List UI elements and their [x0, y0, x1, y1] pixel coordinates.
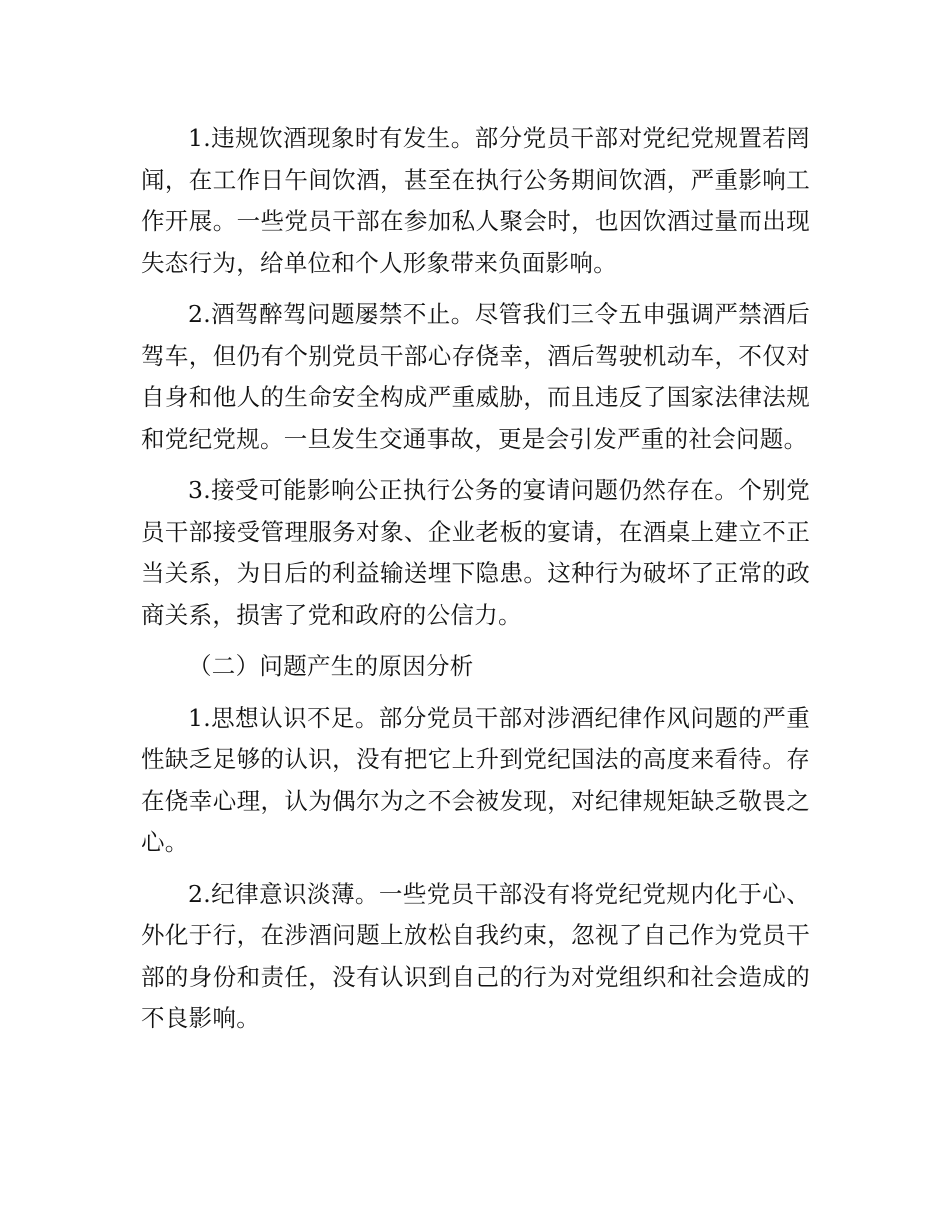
section-heading-cause-analysis: （二）问题产生的原因分析	[188, 652, 474, 680]
paragraph-drunk-driving: 2.酒驾醉驾问题屡禁不止。尽管我们三令五申强调严禁酒后驾车，但仍有个别党员干部心存侥幸，酒后驾驶机动车，不仅对自身和他人的生命安全构成严重威胁，而且违反了国家法律法规和党纪党规。一旦发生交通事故，更是会引发严重的社会问题。	[141, 300, 810, 453]
paragraph-weak-discipline: 2.纪律意识淡薄。一些党员干部没有将党纪党规内化于心、外化于行，在涉酒问题上放松自我约束，忽视了自己作为党员干部的身份和责任，没有认识到自己的行为对党组织和社会造成的不良影响。	[141, 879, 810, 1032]
paragraph-insufficient-awareness: 1.思想认识不足。部分党员干部对涉酒纪律作风问题的严重性缺乏足够的认识，没有把它上升到党纪国法的高度来看待。存在侥幸心理，认为偶尔为之不会被发现，对纪律规矩缺乏敬畏之心。	[141, 703, 810, 856]
paragraph-banquet-acceptance: 3.接受可能影响公正执行公务的宴请问题仍然存在。个别党员干部接受管理服务对象、企业老板的宴请，在酒桌上建立不正当关系，为日后的利益输送埋下隐患。这种行为破坏了正常的政商关系，损害了党和政府的公信力。	[141, 476, 810, 629]
paragraph-drinking-violations: 1.违规饮酒现象时有发生。部分党员干部对党纪党规置若罔闻，在工作日午间饮酒，甚至在执行公务期间饮酒，严重影响工作开展。一些党员干部在参加私人聚会时，也因饮酒过量而出现失态行为，给单位和个人形象带来负面影响。	[141, 124, 810, 277]
